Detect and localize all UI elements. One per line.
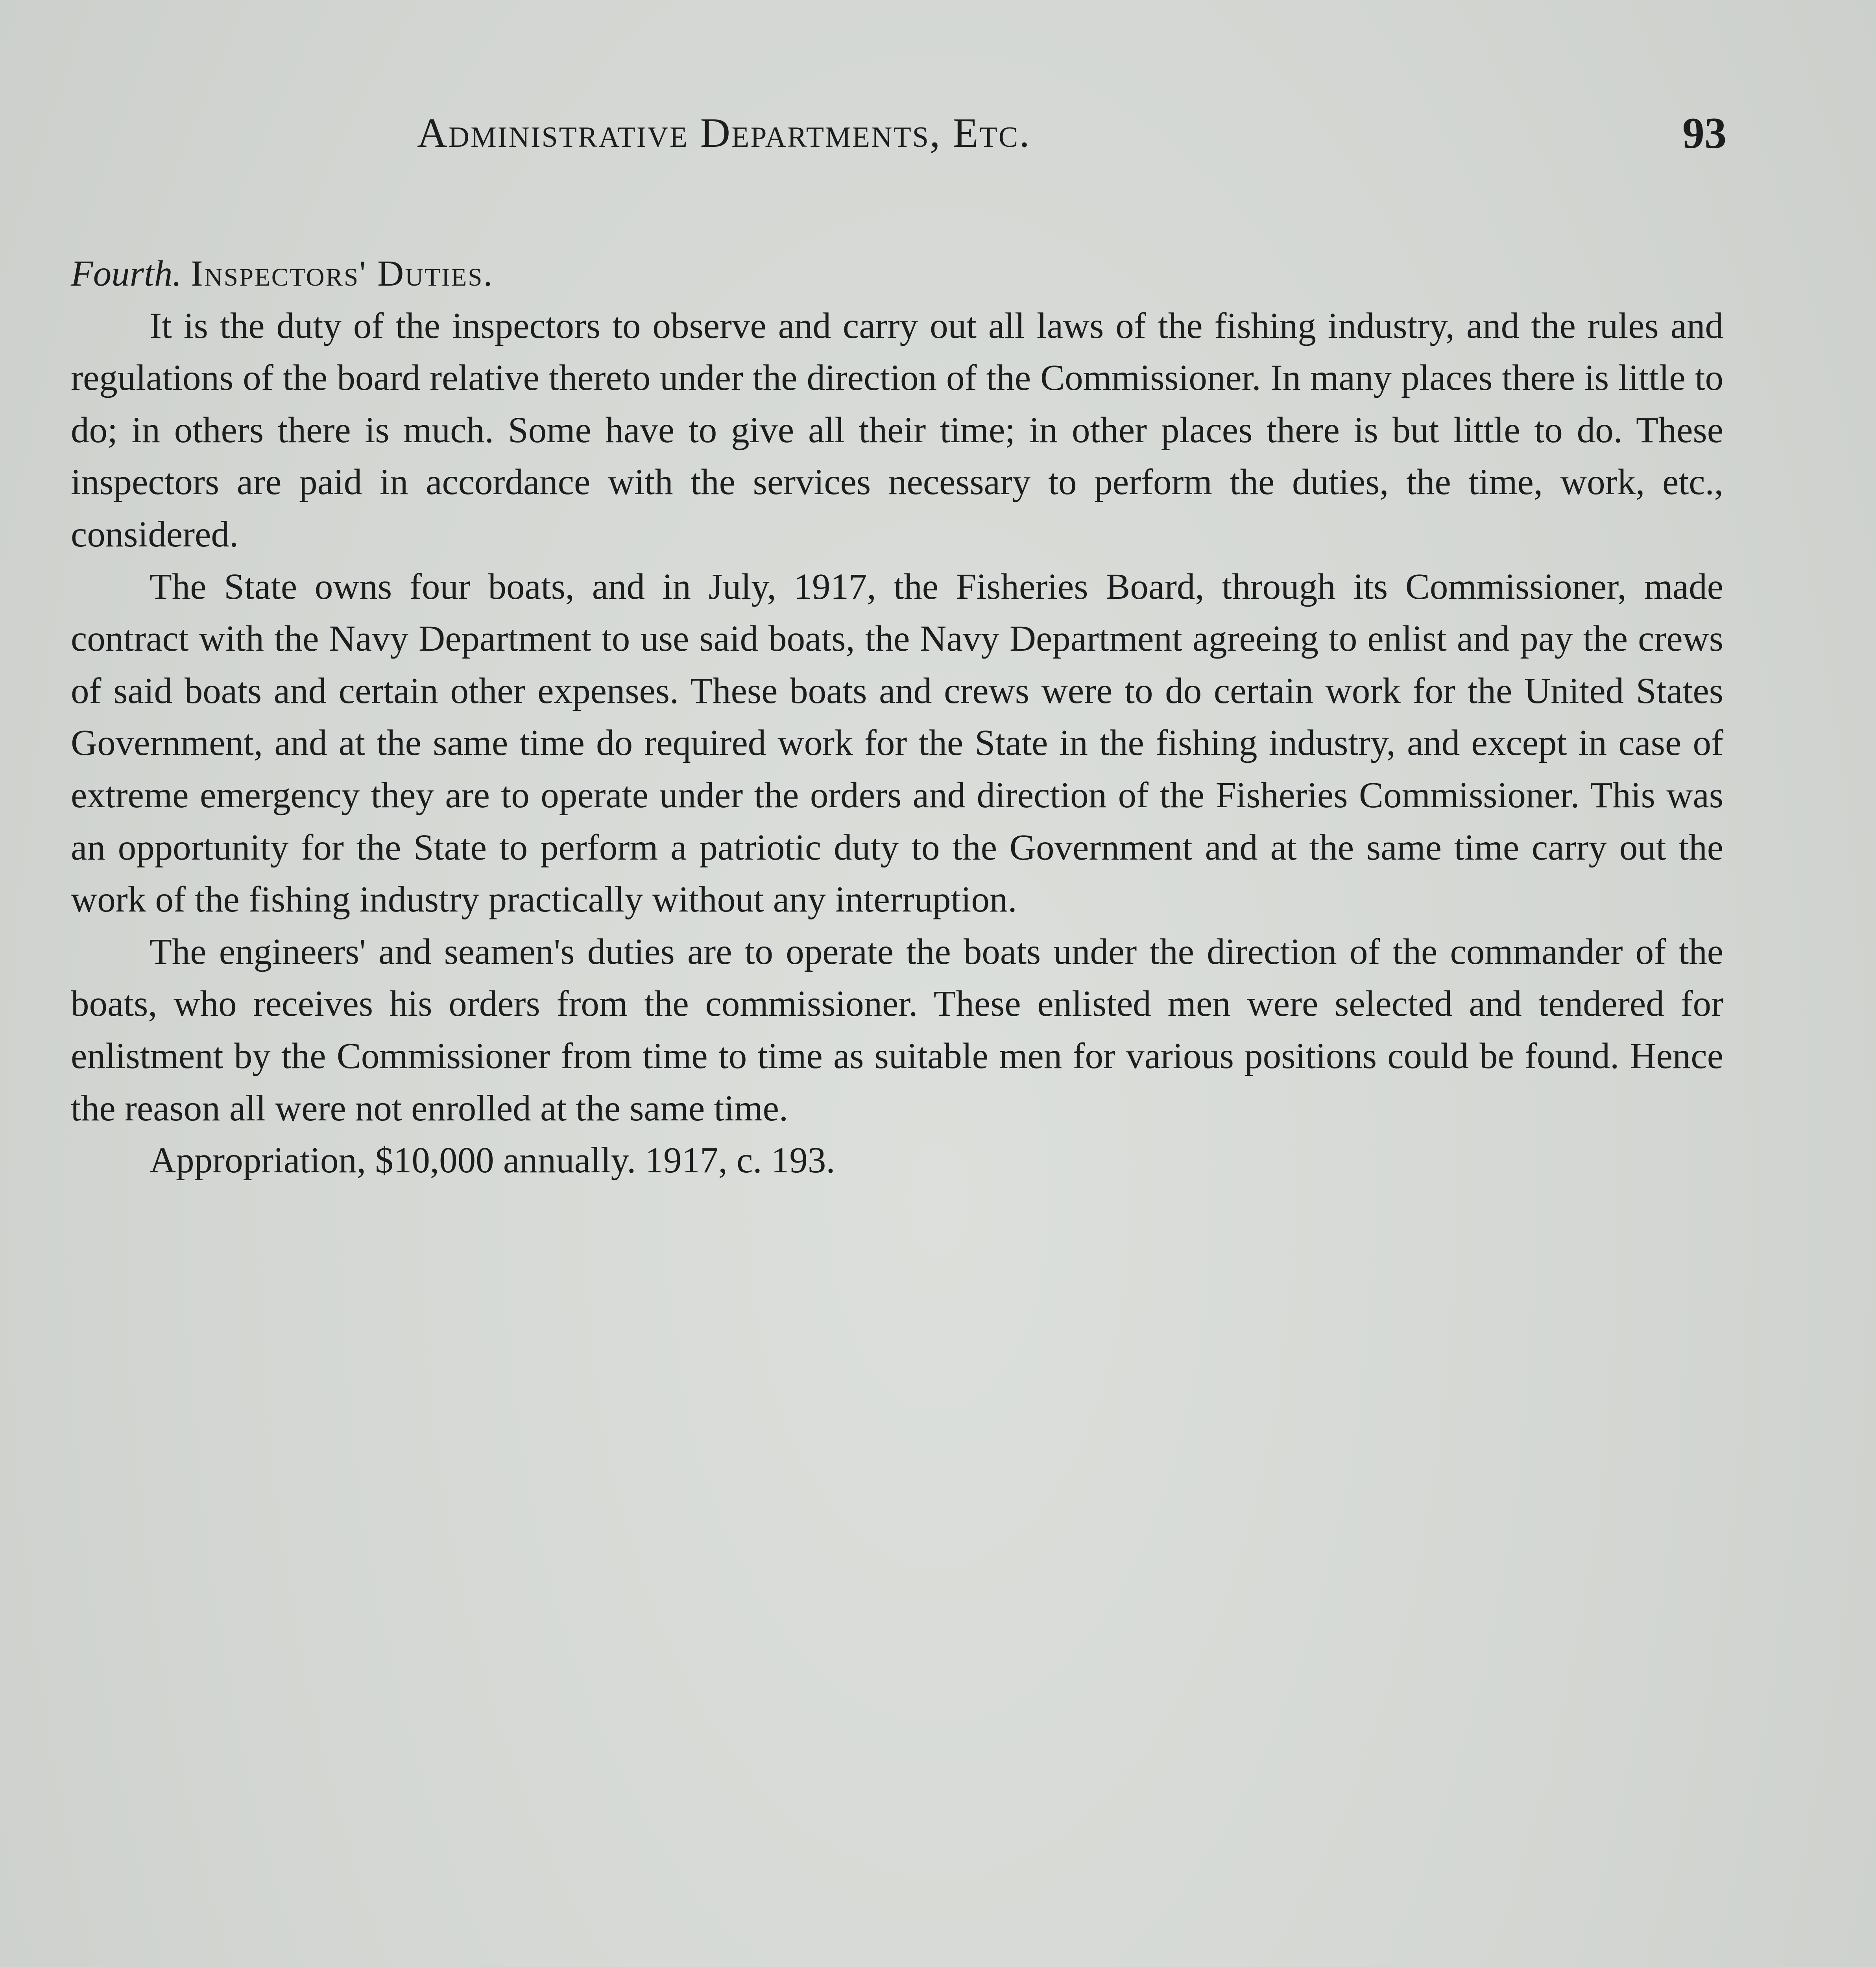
section-lead: Fourth. [71,253,182,294]
paragraph-engineers-seamen: The engineers' and seamen's duties are to operate the boats under the direction of the commander of the boats, who receives his orders from the commissioner. These enlisted men were selected and tendered for enlistment by the Commissioner from time to time as suitable men for various positions could be found. Hence the reason all were not enrolled at the same time. [71,931,1723,1129]
paragraph-state-boats: The State owns four boats, and in July, 1917, the Fisheries Board, through its Commissioner, made contract with the Navy Department to use said boats, the Navy Department agreeing to enlist and pay the crews of said boats and certain other expenses. These boats and crews were to do certain work for the United States Government, and at the same time do required work for the State in the fishing industry, and except in case of extreme emergency they are to operate under the orders and direction of the Fisheries Commissioner. This was an opportunity for the State to perform a patriotic duty to the Government and at the same time carry out the work of the fishing industry practically without any interruption. [71,566,1723,920]
page-number: 93 [1682,109,1726,158]
page-body [71,248,1723,1187]
paragraph-inspector-duties: It is the duty of the inspectors to observe and carry out all laws of the fishing industry, and the rules and regulations of the board relative thereto under the direction of the Commissioner. In many places there is little to do; in others there is much. Some have to give all their time; in other places there is but little to do. These inspectors are paid in accordance with the services necessary to perform the duties, the time, work, etc., considered. [71,305,1723,555]
section-title: Inspectors' Duties. [190,253,494,294]
running-head: Administrative Departments, Etc. [417,110,1031,156]
paragraph-appropriation: Appropriation, $10,000 annually. 1917, c. 193. [150,1140,835,1181]
section-heading [71,248,1723,300]
